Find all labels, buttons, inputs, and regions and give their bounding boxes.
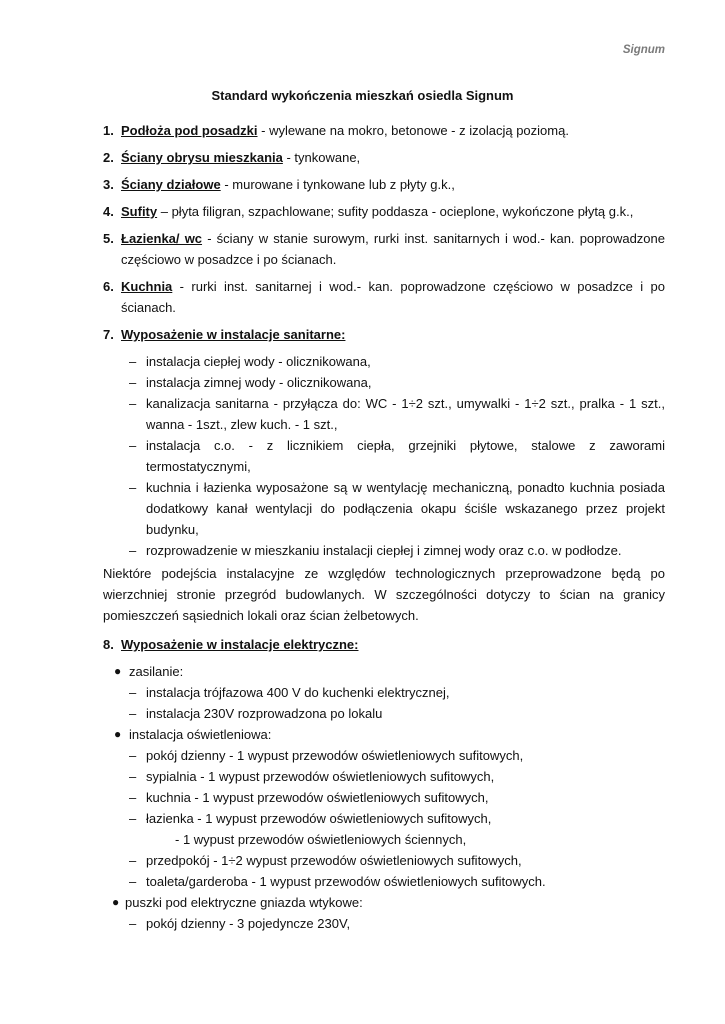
numbered-item <box>103 120 665 141</box>
sockets-bullet <box>103 892 665 913</box>
dash-icon: – <box>129 811 137 826</box>
dash-icon: – <box>129 769 137 784</box>
list-item-text: instalacja 230V rozprowadzona po lokalu <box>146 706 383 721</box>
item-key: Podłoża pod posadzki <box>121 123 258 138</box>
dash-icon: – <box>129 790 137 805</box>
item-key: Kuchnia <box>121 279 173 294</box>
lighting-bullet <box>103 724 665 745</box>
item-text: – płyta filigran, szpachlowane; sufity poddasza - ocieplone, wykończone płytą g.k., <box>157 204 634 219</box>
dash-icon: – <box>129 480 137 495</box>
list-item <box>103 787 665 808</box>
dash-icon: – <box>129 438 137 453</box>
numbered-item <box>103 147 665 168</box>
list-item <box>103 477 665 540</box>
bullet-icon: ● <box>112 895 120 909</box>
power-list <box>103 682 665 724</box>
dash-icon: – <box>129 354 137 369</box>
list-item <box>103 913 665 934</box>
numbered-item <box>103 228 665 270</box>
lighting-list <box>103 745 665 829</box>
list-item-text: pokój dzienny - 1 wypust przewodów oświetleniowych sufitowych, <box>146 748 524 763</box>
dash-icon: – <box>129 396 137 411</box>
sanitary-note: Niektóre podejścia instalacyjne ze względów technologicznych przeprowadzone będą po wierzchniej stronie przegród budowlanych. W szczególności dotyczy to ścian na granicy pomieszczeń sąsiednich lokali oraz ścian żelbetowych. <box>103 566 665 623</box>
list-item <box>103 393 665 435</box>
list-item-text: pokój dzienny - 3 pojedyncze 230V, <box>146 916 351 931</box>
dash-icon: – <box>129 874 137 889</box>
item-number: 2. <box>103 150 114 165</box>
section-8-heading: Wyposażenie w instalacje elektryczne: <box>121 637 359 652</box>
list-item <box>103 372 665 393</box>
list-item <box>103 766 665 787</box>
item-text: - tynkowane, <box>282 150 361 165</box>
header-brand: Signum <box>622 44 665 56</box>
item-number: 5. <box>103 231 114 246</box>
dash-icon: – <box>129 685 137 700</box>
list-item <box>103 540 665 561</box>
list-item-text: przedpokój - 1÷2 wypust przewodów oświetleniowych sufitowych, <box>146 853 522 868</box>
item-number: 6. <box>103 279 114 294</box>
lighting-label: instalacja oświetleniowa: <box>129 727 272 742</box>
item-key: Sufity <box>121 204 158 219</box>
list-item-text: instalacja trójfazowa 400 V do kuchenki elektrycznej, <box>146 685 450 700</box>
bullet-icon: ● <box>114 727 122 741</box>
sanitary-list <box>103 351 665 561</box>
document-body <box>103 120 665 934</box>
list-item-text: instalacja zimnej wody - olicznikowana, <box>146 375 372 390</box>
section-7-heading: Wyposażenie w instalacje sanitarne: <box>121 327 346 342</box>
dash-icon: – <box>129 853 137 868</box>
item-text: - murowane i tynkowane lub z płyty g.k., <box>220 177 455 192</box>
lighting-list-2 <box>103 850 665 892</box>
list-item-text: łazienka - 1 wypust przewodów oświetleniowych sufitowych, <box>146 811 492 826</box>
list-item <box>103 871 665 892</box>
dash-icon: – <box>129 543 137 558</box>
list-item-text: instalacja ciepłej wody - olicznikowana, <box>146 354 371 369</box>
sockets-list <box>103 913 665 934</box>
list-item <box>103 682 665 703</box>
dash-icon: – <box>129 916 137 931</box>
list-item-text: instalacja c.o. - z licznikiem ciepła, grzejniki płytowe, stalowe z zaworami termostatycznymi, <box>146 438 665 474</box>
list-item <box>103 351 665 372</box>
list-item-text: kanalizacja sanitarna - przyłącza do: WC - 1÷2 szt., umywalki - 1÷2 szt., pralka - 1 szt., wanna - 1szt., zlew kuch. - 1 szt., <box>146 396 665 432</box>
list-item <box>103 850 665 871</box>
section-7-number: 7. <box>103 327 114 342</box>
dash-icon: – <box>129 375 137 390</box>
list-item-text: sypialnia - 1 wypust przewodów oświetleniowych sufitowych, <box>146 769 495 784</box>
item-number: 3. <box>103 177 114 192</box>
numbered-item <box>103 201 665 222</box>
item-number: 1. <box>103 123 114 138</box>
list-item-text: rozprowadzenie w mieszkaniu instalacji ciepłej i zimnej wody oraz c.o. w podłodze. <box>146 543 622 558</box>
section-8 <box>103 634 665 655</box>
list-item <box>103 435 665 477</box>
numbered-items <box>103 120 665 318</box>
dash-icon: – <box>129 706 137 721</box>
item-number: 4. <box>103 204 114 219</box>
item-key: Ściany działowe <box>121 177 221 192</box>
list-item <box>103 703 665 724</box>
list-item-text: kuchnia - 1 wypust przewodów oświetleniowych sufitowych, <box>146 790 489 805</box>
item-text: - ściany w stanie surowym, rurki inst. sanitarnych i wod.- kan. poprowadzone częściowo w posadzce i po ścianach. <box>121 231 665 267</box>
list-item <box>103 808 665 829</box>
bullet-icon: ● <box>114 664 122 678</box>
document-title: Standard wykończenia mieszkań osiedla Signum <box>211 88 514 103</box>
numbered-item <box>103 276 665 318</box>
power-bullet <box>103 661 665 682</box>
item-key: Łazienka/ wc <box>121 231 203 246</box>
section-8-number: 8. <box>103 637 114 652</box>
section-7 <box>103 324 665 345</box>
dash-icon: – <box>129 748 137 763</box>
item-text: - rurki inst. sanitarnej i wod.- kan. poprowadzone częściowo w posadzce i po ścianach. <box>121 279 665 315</box>
list-item <box>103 745 665 766</box>
sockets-label: puszki pod elektryczne gniazda wtykowe: <box>125 895 363 910</box>
lighting-continuation: - 1 wypust przewodów oświetleniowych ściennych, <box>175 832 467 847</box>
power-label: zasilanie: <box>129 664 184 679</box>
item-key: Ściany obrysu mieszkania <box>121 150 283 165</box>
numbered-item <box>103 174 665 195</box>
list-item-text: kuchnia i łazienka wyposażone są w wentylację mechaniczną, ponadto kuchnia posiada dodatkowy kanał wentylacji do podłączenia okapu ściśle wskazanego przez projekt budynku, <box>146 480 665 537</box>
list-item-text: toaleta/garderoba - 1 wypust przewodów oświetleniowych sufitowych. <box>146 874 546 889</box>
item-text: - wylewane na mokro, betonowe - z izolacją poziomą. <box>257 123 569 138</box>
